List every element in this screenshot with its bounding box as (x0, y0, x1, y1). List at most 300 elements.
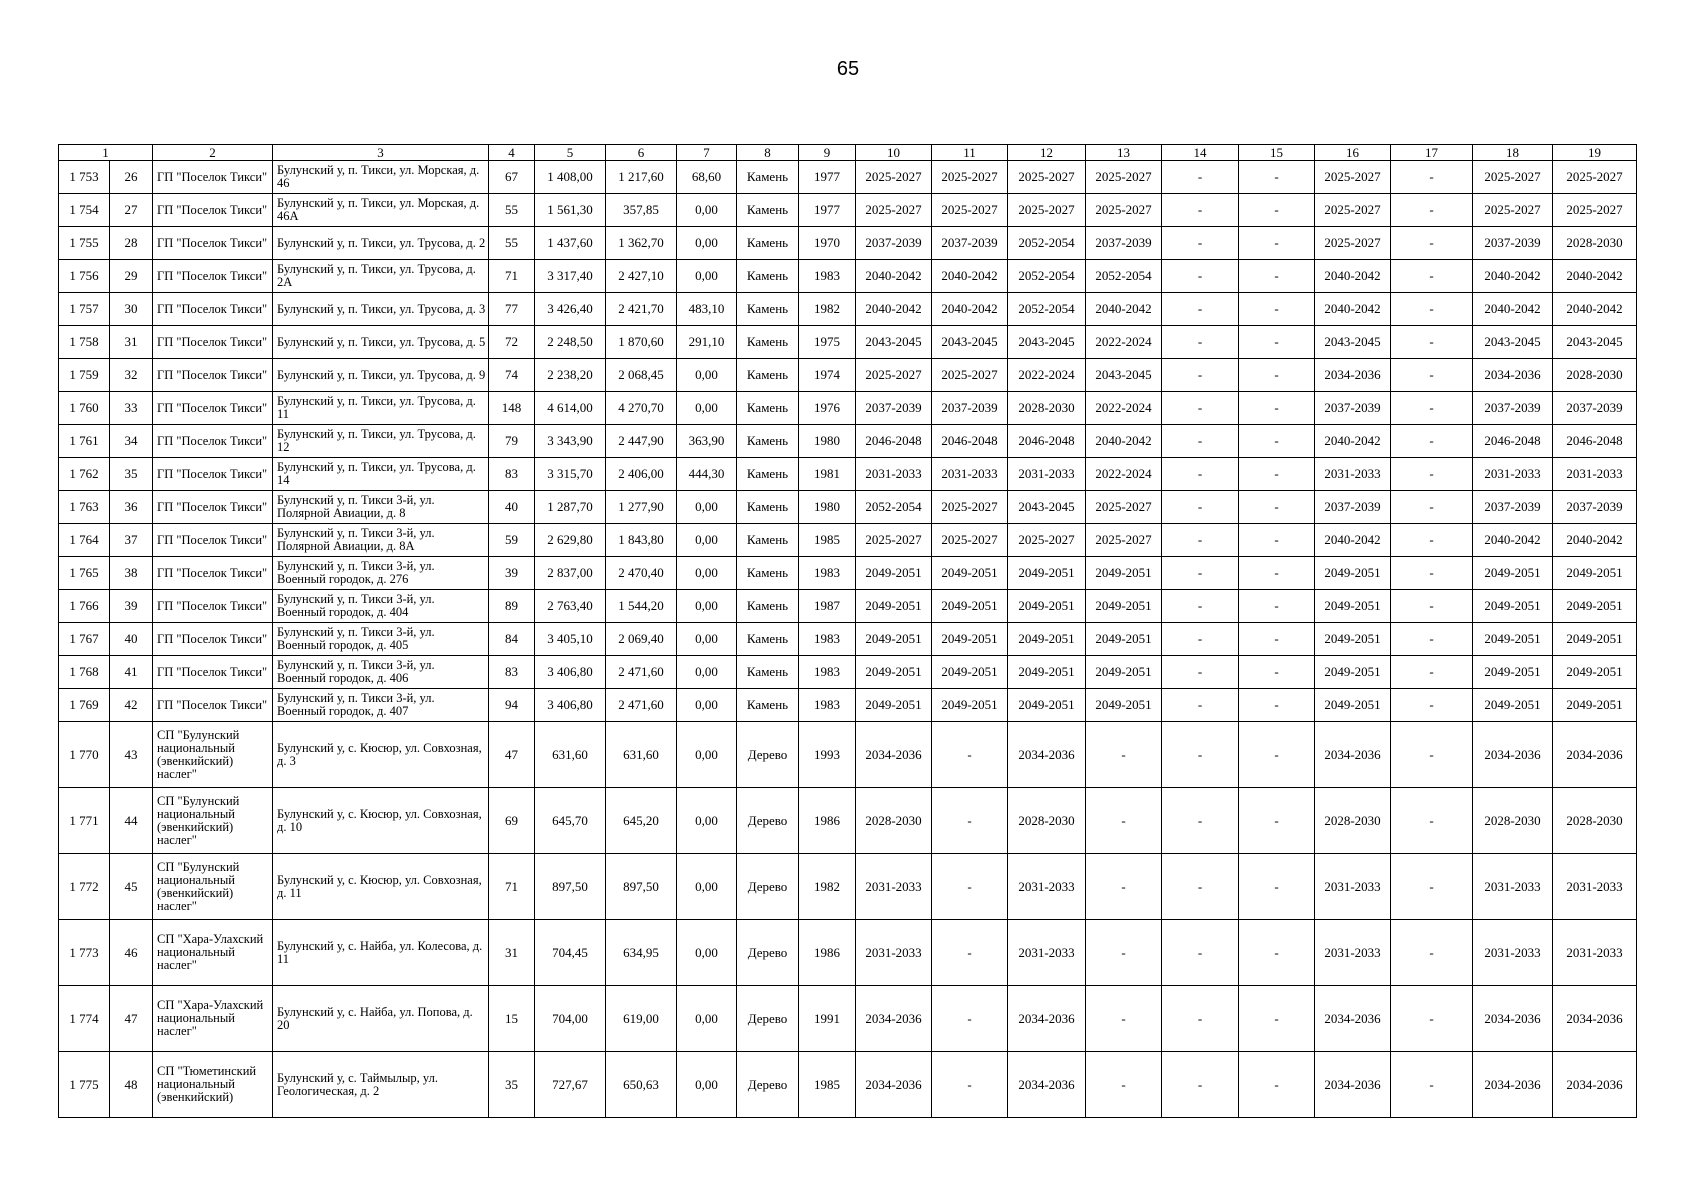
table-row (59, 623, 1637, 656)
header-cell: 7 (677, 145, 737, 161)
col6-cell: 897,50 (606, 854, 677, 920)
col17-cell: - (1391, 623, 1473, 656)
col5-cell: 1 287,70 (535, 491, 606, 524)
col15-cell: - (1239, 359, 1315, 392)
col12-cell: 2049-2051 (1008, 689, 1086, 722)
address-cell: Булунский у, п. Тикси, ул. Трусова, д. 3 (273, 293, 489, 326)
col10-cell: 2049-2051 (856, 590, 932, 623)
address-cell: Булунский у, п. Тикси 3-й, ул. Полярной Авиации, д. 8 (273, 491, 489, 524)
row-index-cell: 39 (110, 590, 153, 623)
table-row (59, 194, 1637, 227)
col16-cell: 2025-2027 (1315, 227, 1391, 260)
material-cell: Камень (737, 326, 799, 359)
organization-cell: ГП "Поселок Тикси" (153, 326, 273, 359)
col13-cell: 2025-2027 (1086, 524, 1162, 557)
col16-cell: 2049-2051 (1315, 557, 1391, 590)
col13-cell: - (1086, 1052, 1162, 1118)
col16-cell: 2028-2030 (1315, 788, 1391, 854)
col19-cell: 2049-2051 (1553, 590, 1637, 623)
col4-cell: 94 (489, 689, 535, 722)
col12-cell: 2034-2036 (1008, 1052, 1086, 1118)
row-index-cell: 30 (110, 293, 153, 326)
col16-cell: 2040-2042 (1315, 425, 1391, 458)
col19-cell: 2025-2027 (1553, 194, 1637, 227)
row-number-cell: 1 763 (59, 491, 110, 524)
col19-cell: 2040-2042 (1553, 260, 1637, 293)
housing-table (58, 144, 1637, 1118)
col13-cell: 2025-2027 (1086, 194, 1162, 227)
col11-cell: 2037-2039 (932, 392, 1008, 425)
col14-cell: - (1162, 788, 1239, 854)
col14-cell: - (1162, 623, 1239, 656)
col16-cell: 2037-2039 (1315, 491, 1391, 524)
col15-cell: - (1239, 656, 1315, 689)
col18-cell: 2031-2033 (1473, 854, 1553, 920)
material-cell: Камень (737, 491, 799, 524)
col12-cell: 2052-2054 (1008, 293, 1086, 326)
col19-cell: 2031-2033 (1553, 458, 1637, 491)
col6-cell: 1 843,80 (606, 524, 677, 557)
year-cell: 1986 (799, 920, 856, 986)
row-number-cell: 1 753 (59, 161, 110, 194)
address-cell: Булунский у, п. Тикси, ул. Трусова, д. 9 (273, 359, 489, 392)
col10-cell: 2034-2036 (856, 986, 932, 1052)
col16-cell: 2049-2051 (1315, 656, 1391, 689)
col15-cell: - (1239, 623, 1315, 656)
col14-cell: - (1162, 722, 1239, 788)
row-number-cell: 1 775 (59, 1052, 110, 1118)
row-index-cell: 44 (110, 788, 153, 854)
col7-cell: 68,60 (677, 161, 737, 194)
col4-cell: 59 (489, 524, 535, 557)
col15-cell: - (1239, 227, 1315, 260)
col18-cell: 2049-2051 (1473, 557, 1553, 590)
row-number-cell: 1 773 (59, 920, 110, 986)
col13-cell: 2022-2024 (1086, 458, 1162, 491)
col11-cell: 2049-2051 (932, 623, 1008, 656)
col16-cell: 2034-2036 (1315, 359, 1391, 392)
col5-cell: 1 561,30 (535, 194, 606, 227)
col17-cell: - (1391, 722, 1473, 788)
col5-cell: 704,45 (535, 920, 606, 986)
col7-cell: 0,00 (677, 788, 737, 854)
organization-cell: ГП "Поселок Тикси" (153, 491, 273, 524)
col12-cell: 2031-2033 (1008, 854, 1086, 920)
address-cell: Булунский у, с. Найба, ул. Колесова, д. 11 (273, 920, 489, 986)
page-number: 65 (836, 58, 860, 80)
col19-cell: 2028-2030 (1553, 359, 1637, 392)
col13-cell: - (1086, 920, 1162, 986)
col4-cell: 84 (489, 623, 535, 656)
col13-cell: 2040-2042 (1086, 293, 1162, 326)
col12-cell: 2025-2027 (1008, 161, 1086, 194)
col12-cell: 2031-2033 (1008, 920, 1086, 986)
col19-cell: 2043-2045 (1553, 326, 1637, 359)
col15-cell: - (1239, 425, 1315, 458)
col15-cell: - (1239, 260, 1315, 293)
organization-cell: ГП "Поселок Тикси" (153, 458, 273, 491)
row-number-cell: 1 762 (59, 458, 110, 491)
organization-cell: ГП "Поселок Тикси" (153, 656, 273, 689)
col12-cell: 2034-2036 (1008, 986, 1086, 1052)
col17-cell: - (1391, 788, 1473, 854)
col13-cell: 2037-2039 (1086, 227, 1162, 260)
col7-cell: 363,90 (677, 425, 737, 458)
col6-cell: 634,95 (606, 920, 677, 986)
col11-cell: 2025-2027 (932, 359, 1008, 392)
col13-cell: 2049-2051 (1086, 590, 1162, 623)
col4-cell: 55 (489, 227, 535, 260)
col11-cell: 2037-2039 (932, 227, 1008, 260)
row-number-cell: 1 758 (59, 326, 110, 359)
col4-cell: 67 (489, 161, 535, 194)
address-cell: Булунский у, п. Тикси, ул. Трусова, д. 11 (273, 392, 489, 425)
col19-cell: 2028-2030 (1553, 788, 1637, 854)
col14-cell: - (1162, 161, 1239, 194)
col11-cell: 2049-2051 (932, 590, 1008, 623)
col7-cell: 0,00 (677, 722, 737, 788)
col18-cell: 2037-2039 (1473, 491, 1553, 524)
row-index-cell: 46 (110, 920, 153, 986)
material-cell: Камень (737, 227, 799, 260)
col16-cell: 2034-2036 (1315, 986, 1391, 1052)
header-cell: 3 (273, 145, 489, 161)
col12-cell: 2049-2051 (1008, 557, 1086, 590)
col14-cell: - (1162, 194, 1239, 227)
col18-cell: 2034-2036 (1473, 359, 1553, 392)
col4-cell: 71 (489, 260, 535, 293)
col16-cell: 2049-2051 (1315, 590, 1391, 623)
address-cell: Булунский у, п. Тикси, ул. Трусова, д. 12 (273, 425, 489, 458)
col10-cell: 2037-2039 (856, 392, 932, 425)
col13-cell: 2049-2051 (1086, 656, 1162, 689)
row-number-cell: 1 774 (59, 986, 110, 1052)
col4-cell: 77 (489, 293, 535, 326)
header-cell: 2 (153, 145, 273, 161)
row-index-cell: 45 (110, 854, 153, 920)
col5-cell: 2 629,80 (535, 524, 606, 557)
header-cell: 4 (489, 145, 535, 161)
address-cell: Булунский у, п. Тикси 3-й, ул. Военный городок, д. 276 (273, 557, 489, 590)
organization-cell: СП "Булунский национальный (эвенкийский) наслег" (153, 788, 273, 854)
table-row (59, 293, 1637, 326)
col7-cell: 0,00 (677, 854, 737, 920)
col7-cell: 0,00 (677, 557, 737, 590)
col6-cell: 2 471,60 (606, 656, 677, 689)
material-cell: Камень (737, 293, 799, 326)
address-cell: Булунский у, п. Тикси 3-й, ул. Военный городок, д. 407 (273, 689, 489, 722)
year-cell: 1976 (799, 392, 856, 425)
col4-cell: 40 (489, 491, 535, 524)
col18-cell: 2043-2045 (1473, 326, 1553, 359)
col11-cell: 2049-2051 (932, 689, 1008, 722)
col6-cell: 2 069,40 (606, 623, 677, 656)
address-cell: Булунский у, с. Кюсюр, ул. Совхозная, д. 3 (273, 722, 489, 788)
col4-cell: 55 (489, 194, 535, 227)
row-index-cell: 48 (110, 1052, 153, 1118)
row-number-cell: 1 764 (59, 524, 110, 557)
col12-cell: 2052-2054 (1008, 260, 1086, 293)
row-number-cell: 1 771 (59, 788, 110, 854)
year-cell: 1977 (799, 161, 856, 194)
col7-cell: 0,00 (677, 623, 737, 656)
col4-cell: 69 (489, 788, 535, 854)
col4-cell: 83 (489, 656, 535, 689)
col12-cell: 2049-2051 (1008, 590, 1086, 623)
col7-cell: 0,00 (677, 227, 737, 260)
col18-cell: 2025-2027 (1473, 161, 1553, 194)
col4-cell: 72 (489, 326, 535, 359)
address-cell: Булунский у, п. Тикси, ул. Трусова, д. 2А (273, 260, 489, 293)
address-cell: Булунский у, п. Тикси 3-й, ул. Военный городок, д. 406 (273, 656, 489, 689)
col16-cell: 2049-2051 (1315, 623, 1391, 656)
col4-cell: 83 (489, 458, 535, 491)
col10-cell: 2031-2033 (856, 458, 932, 491)
col14-cell: - (1162, 491, 1239, 524)
col19-cell: 2046-2048 (1553, 425, 1637, 458)
header-cell: 11 (932, 145, 1008, 161)
header-cell: 14 (1162, 145, 1239, 161)
col14-cell: - (1162, 524, 1239, 557)
row-index-cell: 38 (110, 557, 153, 590)
col4-cell: 74 (489, 359, 535, 392)
table-row (59, 491, 1637, 524)
col19-cell: 2025-2027 (1553, 161, 1637, 194)
col14-cell: - (1162, 359, 1239, 392)
col14-cell: - (1162, 854, 1239, 920)
row-index-cell: 41 (110, 656, 153, 689)
col15-cell: - (1239, 722, 1315, 788)
row-index-cell: 36 (110, 491, 153, 524)
col12-cell: 2049-2051 (1008, 656, 1086, 689)
col12-cell: 2046-2048 (1008, 425, 1086, 458)
col6-cell: 631,60 (606, 722, 677, 788)
col10-cell: 2034-2036 (856, 722, 932, 788)
col19-cell: 2031-2033 (1553, 854, 1637, 920)
col17-cell: - (1391, 227, 1473, 260)
row-index-cell: 32 (110, 359, 153, 392)
col19-cell: 2034-2036 (1553, 1052, 1637, 1118)
col4-cell: 47 (489, 722, 535, 788)
col16-cell: 2031-2033 (1315, 920, 1391, 986)
material-cell: Камень (737, 392, 799, 425)
col16-cell: 2037-2039 (1315, 392, 1391, 425)
organization-cell: СП "Хара-Улахский национальный наслег" (153, 986, 273, 1052)
col10-cell: 2040-2042 (856, 293, 932, 326)
address-cell: Булунский у, п. Тикси 3-й, ул. Военный городок, д. 404 (273, 590, 489, 623)
year-cell: 1974 (799, 359, 856, 392)
row-index-cell: 37 (110, 524, 153, 557)
header-cell: 19 (1553, 145, 1637, 161)
col17-cell: - (1391, 425, 1473, 458)
col17-cell: - (1391, 986, 1473, 1052)
col12-cell: 2028-2030 (1008, 392, 1086, 425)
row-index-cell: 43 (110, 722, 153, 788)
col13-cell: 2025-2027 (1086, 491, 1162, 524)
row-number-cell: 1 772 (59, 854, 110, 920)
table-row (59, 392, 1637, 425)
col14-cell: - (1162, 557, 1239, 590)
col18-cell: 2040-2042 (1473, 293, 1553, 326)
col17-cell: - (1391, 458, 1473, 491)
col15-cell: - (1239, 458, 1315, 491)
organization-cell: ГП "Поселок Тикси" (153, 590, 273, 623)
col17-cell: - (1391, 920, 1473, 986)
row-index-cell: 26 (110, 161, 153, 194)
col16-cell: 2031-2033 (1315, 854, 1391, 920)
col16-cell: 2040-2042 (1315, 260, 1391, 293)
col17-cell: - (1391, 392, 1473, 425)
col19-cell: 2040-2042 (1553, 293, 1637, 326)
col6-cell: 1 870,60 (606, 326, 677, 359)
col15-cell: - (1239, 392, 1315, 425)
col16-cell: 2025-2027 (1315, 161, 1391, 194)
col13-cell: 2040-2042 (1086, 425, 1162, 458)
header-cell: 5 (535, 145, 606, 161)
col11-cell: 2049-2051 (932, 656, 1008, 689)
col10-cell: 2034-2036 (856, 1052, 932, 1118)
col5-cell: 3 315,70 (535, 458, 606, 491)
col6-cell: 2 470,40 (606, 557, 677, 590)
col7-cell: 0,00 (677, 689, 737, 722)
col14-cell: - (1162, 227, 1239, 260)
col10-cell: 2046-2048 (856, 425, 932, 458)
year-cell: 1986 (799, 788, 856, 854)
header-cell: 8 (737, 145, 799, 161)
row-number-cell: 1 756 (59, 260, 110, 293)
address-cell: Булунский у, п. Тикси, ул. Трусова, д. 5 (273, 326, 489, 359)
col10-cell: 2025-2027 (856, 194, 932, 227)
col14-cell: - (1162, 689, 1239, 722)
col12-cell: 2043-2045 (1008, 491, 1086, 524)
col13-cell: 2049-2051 (1086, 623, 1162, 656)
col15-cell: - (1239, 854, 1315, 920)
address-cell: Булунский у, п. Тикси, ул. Трусова, д. 14 (273, 458, 489, 491)
address-cell: Булунский у, п. Тикси 3-й, ул. Полярной Авиации, д. 8А (273, 524, 489, 557)
col5-cell: 4 614,00 (535, 392, 606, 425)
col11-cell: 2025-2027 (932, 524, 1008, 557)
col4-cell: 31 (489, 920, 535, 986)
col18-cell: 2031-2033 (1473, 920, 1553, 986)
col17-cell: - (1391, 524, 1473, 557)
col4-cell: 89 (489, 590, 535, 623)
organization-cell: СП "Булунский национальный (эвенкийский) наслег" (153, 722, 273, 788)
col11-cell: 2040-2042 (932, 293, 1008, 326)
col6-cell: 2 421,70 (606, 293, 677, 326)
col5-cell: 727,67 (535, 1052, 606, 1118)
organization-cell: ГП "Поселок Тикси" (153, 260, 273, 293)
row-index-cell: 28 (110, 227, 153, 260)
col10-cell: 2049-2051 (856, 557, 932, 590)
col15-cell: - (1239, 194, 1315, 227)
col10-cell: 2028-2030 (856, 788, 932, 854)
table-row (59, 227, 1637, 260)
address-cell: Булунский у, с. Найба, ул. Попова, д. 20 (273, 986, 489, 1052)
row-number-cell: 1 755 (59, 227, 110, 260)
col17-cell: - (1391, 854, 1473, 920)
table-row (59, 722, 1637, 788)
col18-cell: 2049-2051 (1473, 656, 1553, 689)
col13-cell: 2049-2051 (1086, 689, 1162, 722)
col18-cell: 2046-2048 (1473, 425, 1553, 458)
col6-cell: 2 406,00 (606, 458, 677, 491)
row-number-cell: 1 754 (59, 194, 110, 227)
col14-cell: - (1162, 1052, 1239, 1118)
organization-cell: ГП "Поселок Тикси" (153, 392, 273, 425)
col11-cell: - (932, 722, 1008, 788)
header-cell: 15 (1239, 145, 1315, 161)
col11-cell: 2025-2027 (932, 161, 1008, 194)
material-cell: Дерево (737, 1052, 799, 1118)
col15-cell: - (1239, 986, 1315, 1052)
col13-cell: - (1086, 788, 1162, 854)
header-cell: 18 (1473, 145, 1553, 161)
col14-cell: - (1162, 293, 1239, 326)
col6-cell: 645,20 (606, 788, 677, 854)
organization-cell: ГП "Поселок Тикси" (153, 161, 273, 194)
year-cell: 1991 (799, 986, 856, 1052)
col15-cell: - (1239, 920, 1315, 986)
header-cell: 6 (606, 145, 677, 161)
col11-cell: 2025-2027 (932, 491, 1008, 524)
col18-cell: 2049-2051 (1473, 590, 1553, 623)
address-cell: Булунский у, с. Кюсюр, ул. Совхозная, д. 11 (273, 854, 489, 920)
col18-cell: 2037-2039 (1473, 392, 1553, 425)
row-index-cell: 33 (110, 392, 153, 425)
year-cell: 1981 (799, 458, 856, 491)
col6-cell: 650,63 (606, 1052, 677, 1118)
material-cell: Камень (737, 425, 799, 458)
col5-cell: 2 837,00 (535, 557, 606, 590)
col7-cell: 444,30 (677, 458, 737, 491)
col19-cell: 2049-2051 (1553, 557, 1637, 590)
row-number-cell: 1 759 (59, 359, 110, 392)
col18-cell: 2040-2042 (1473, 260, 1553, 293)
col5-cell: 645,70 (535, 788, 606, 854)
material-cell: Камень (737, 458, 799, 491)
col16-cell: 2040-2042 (1315, 293, 1391, 326)
col12-cell: 2043-2045 (1008, 326, 1086, 359)
col19-cell: 2049-2051 (1553, 689, 1637, 722)
col12-cell: 2025-2027 (1008, 524, 1086, 557)
col6-cell: 2 427,10 (606, 260, 677, 293)
col4-cell: 35 (489, 1052, 535, 1118)
col6-cell: 2 447,90 (606, 425, 677, 458)
table-row (59, 557, 1637, 590)
col7-cell: 0,00 (677, 920, 737, 986)
table-row (59, 1052, 1637, 1118)
col15-cell: - (1239, 524, 1315, 557)
year-cell: 1983 (799, 656, 856, 689)
col15-cell: - (1239, 557, 1315, 590)
row-index-cell: 35 (110, 458, 153, 491)
col7-cell: 291,10 (677, 326, 737, 359)
col4-cell: 79 (489, 425, 535, 458)
col5-cell: 2 248,50 (535, 326, 606, 359)
col6-cell: 1 362,70 (606, 227, 677, 260)
col14-cell: - (1162, 392, 1239, 425)
col5-cell: 2 763,40 (535, 590, 606, 623)
table-row (59, 590, 1637, 623)
material-cell: Камень (737, 194, 799, 227)
col13-cell: 2043-2045 (1086, 359, 1162, 392)
header-cell: 1 (59, 145, 153, 161)
col18-cell: 2034-2036 (1473, 986, 1553, 1052)
header-cell: 13 (1086, 145, 1162, 161)
col16-cell: 2031-2033 (1315, 458, 1391, 491)
row-index-cell: 40 (110, 623, 153, 656)
row-number-cell: 1 766 (59, 590, 110, 623)
